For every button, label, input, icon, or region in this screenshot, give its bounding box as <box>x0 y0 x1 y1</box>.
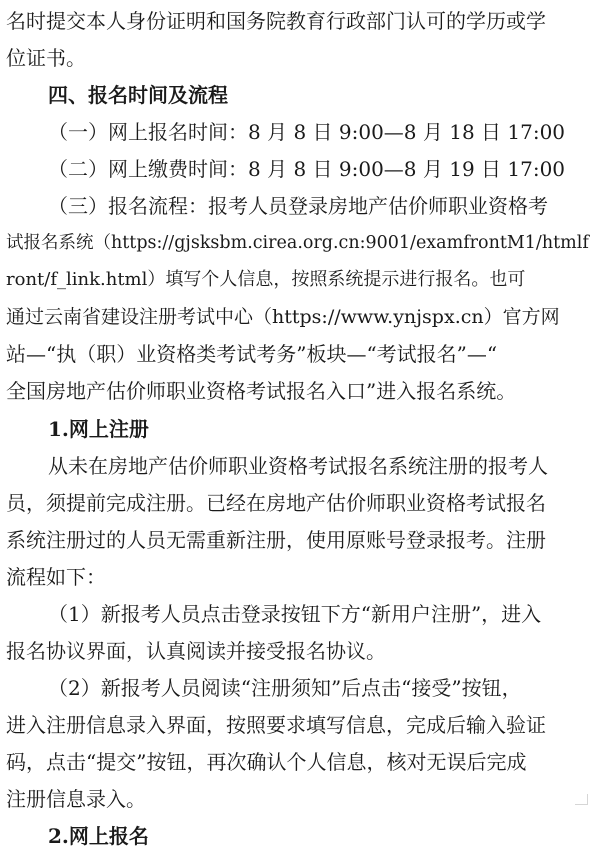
body-text-line: 通过云南省建设注册考试中心（https://www.ynjspx.cn）官方网 <box>6 306 560 328</box>
body-text-line: 码，点击“提交”按钮，再次确认个人信息，核对无误后完成 <box>6 750 527 774</box>
body-text-line: 名时提交本人身份证明和国务院教育行政部门认可的学历或学 <box>6 9 546 33</box>
body-text-line: （2）新报考人员阅读“注册须知”后点击“接受”按钮， <box>48 676 522 700</box>
body-text-line: 全国房地产估价师职业资格考试报名入口”进入报名系统。 <box>6 379 517 403</box>
subsection-heading: 1.网上注册 <box>48 417 149 441</box>
body-text-line: 进入注册信息录入界面，按照要求填写信息，完成后输入验证 <box>6 713 546 737</box>
subsection-heading: 2.网上报名 <box>48 824 149 848</box>
body-text-line: 报名协议界面，认真阅读并接受报名协议。 <box>6 639 386 663</box>
section-heading: 四、报名时间及流程 <box>48 83 228 107</box>
body-text-line: ront/f_link.html）填写个人信息，按照系统提示进行报名。也可 <box>6 269 526 290</box>
body-text-line: （二）网上缴费时间：8 月 8 日 9:00—8 月 19 日 17:00 <box>48 157 566 181</box>
body-text-line: 试报名系统（https://gjsksbm.cirea.org.cn:9001/examfrontM1/htmlf <box>6 233 589 253</box>
body-text-line: 从未在房地产估价师职业资格考试报名系统注册的报考人 <box>48 454 548 478</box>
body-text-line: 注册信息录入。 <box>6 787 146 811</box>
body-text-line: （1）新报考人员点击登录按钮下方“新用户注册”，进入 <box>48 602 542 626</box>
body-text-line: 位证书。 <box>6 46 86 70</box>
body-text-line: 站—“执（职）业资格类考试考务”板块—“考试报名”—“ <box>6 342 498 366</box>
scan-corner-mark <box>575 794 588 805</box>
body-text-line: 员，须提前完成注册。已经在房地产估价师职业资格考试报名 <box>6 491 546 515</box>
body-text-line: 系统注册过的人员无需重新注册，使用原账号登录报考。注册 <box>6 528 546 552</box>
body-text-line: 流程如下： <box>6 565 106 589</box>
body-text-line: （一）网上报名时间：8 月 8 日 9:00—8 月 18 日 17:00 <box>48 120 566 144</box>
body-text-line: （三）报名流程：报考人员登录房地产估价师职业资格考 <box>48 194 548 218</box>
